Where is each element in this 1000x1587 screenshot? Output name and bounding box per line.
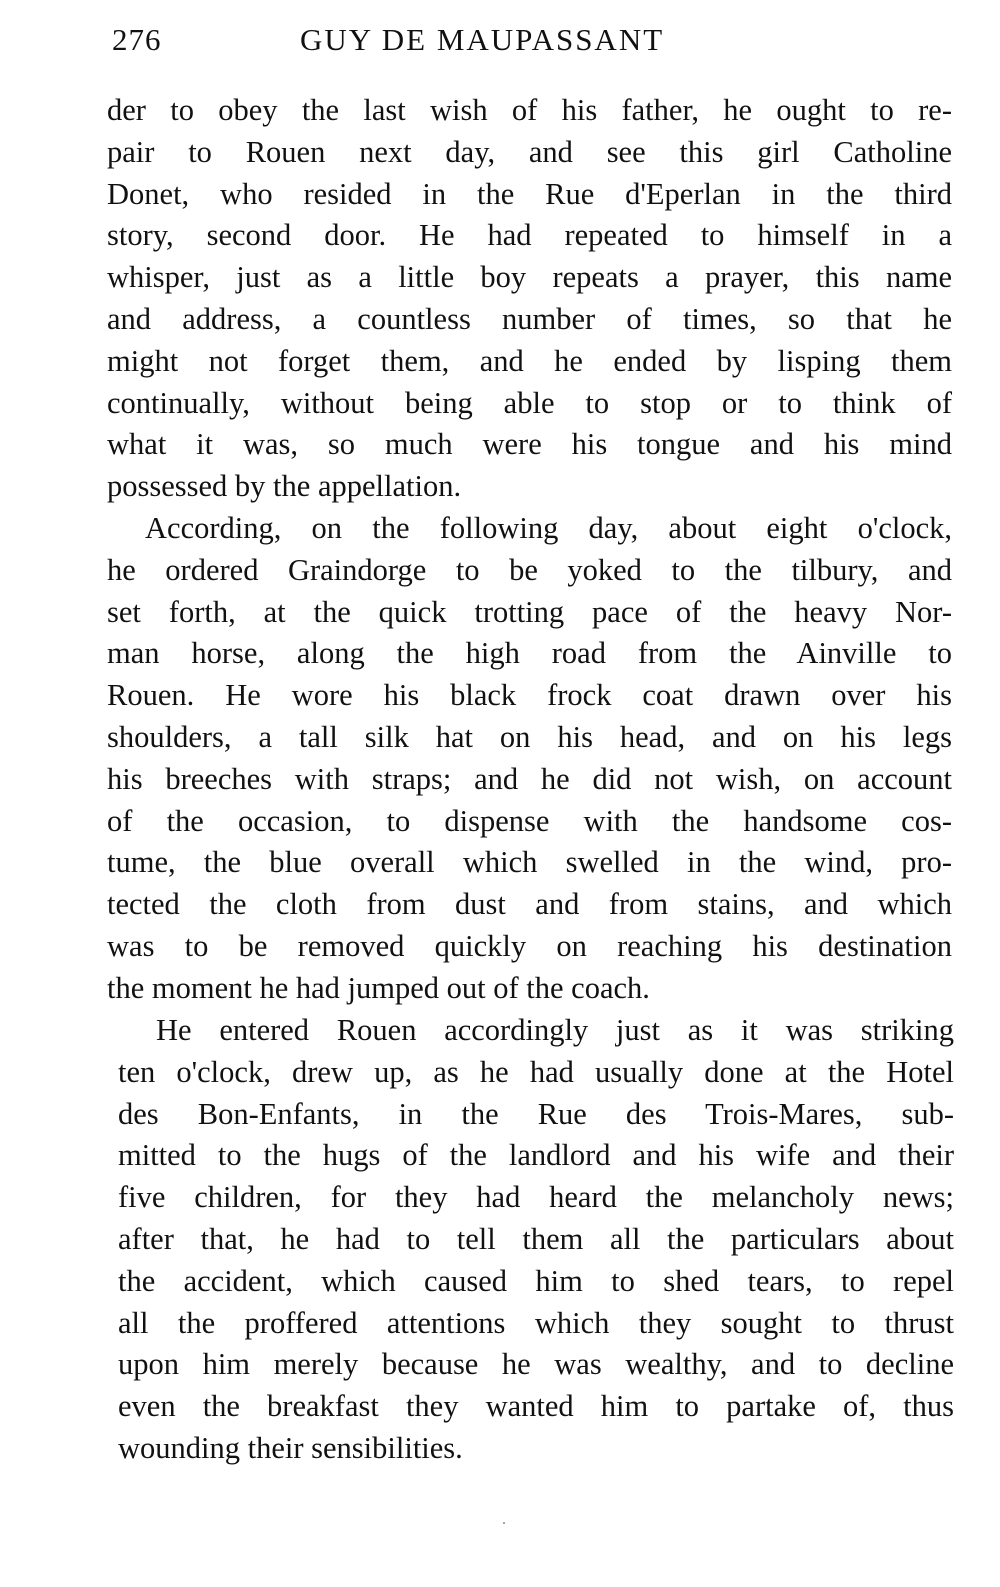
book-title: GUY DE MAUPASSANT	[300, 22, 665, 57]
text-line: whisper, just as a little boy repeats a prayer, this name	[107, 260, 952, 295]
print-speck	[503, 1522, 505, 1524]
text-line: wounding their sensibilities.	[118, 1430, 463, 1465]
text-line: ten o'clock, drew up, as he had usually done at the Hotel	[118, 1054, 954, 1089]
text-line: even the breakfast they wanted him to partake of, thus	[118, 1389, 954, 1424]
page-number: 276	[112, 22, 162, 57]
text-line: man horse, along the high road from the Ainville to	[107, 636, 952, 671]
text-line: tume, the blue overall which swelled in the wind, pro-	[107, 845, 952, 880]
text-line: what it was, so much were his tongue and his mind	[107, 427, 952, 462]
text-line: the moment he had jumped out of the coach.	[107, 970, 650, 1005]
running-head	[112, 22, 952, 72]
text-line: set forth, at the quick trotting pace of the heavy Nor-	[107, 594, 952, 629]
text-line: According, on the following day, about eight o'clock,	[145, 511, 952, 545]
text-line: and address, a countless number of times, so that he	[107, 301, 952, 336]
text-line: upon him merely because he was wealthy, and to decline	[118, 1347, 954, 1382]
paragraph-1	[107, 90, 952, 508]
text-line: was to be removed quickly on reaching his destination	[107, 928, 952, 963]
text-line: continually, without being able to stop or to think of	[107, 385, 952, 420]
text-line: mitted to the hugs of the landlord and his wife and their	[118, 1138, 954, 1173]
text-line: Donet, who resided in the Rue d'Eperlan in the third	[107, 176, 952, 211]
text-line: pair to Rouen next day, and see this girl Catholine	[107, 134, 952, 169]
paragraph-3	[118, 1010, 954, 1470]
text-line: after that, he had to tell them all the particulars about	[118, 1221, 954, 1256]
text-line: der to obey the last wish of his father, he ought to re-	[107, 93, 952, 127]
text-line: he ordered Graindorge to be yoked to the tilbury, and	[107, 552, 952, 587]
text-line: Rouen. He wore his black frock coat drawn over his	[107, 678, 952, 713]
text-line: might not forget them, and he ended by lisping them	[107, 343, 952, 378]
text-line: the accident, which caused him to shed tears, to repel	[118, 1263, 954, 1298]
text-line: of the occasion, to dispense with the handsome cos-	[107, 803, 952, 838]
text-line: five children, for they had heard the melancholy news;	[118, 1180, 954, 1215]
text-line: shoulders, a tall silk hat on his head, and on his legs	[107, 719, 952, 754]
text-line: his breeches with straps; and he did not wish, on account	[107, 761, 952, 796]
text-line: story, second door. He had repeated to himself in a	[107, 218, 952, 253]
paragraph-2	[107, 508, 952, 1010]
text-line: all the proffered attentions which they sought to thrust	[118, 1305, 954, 1340]
text-line: He entered Rouen accordingly just as it was striking	[156, 1013, 954, 1047]
text-line: possessed by the appellation.	[107, 469, 462, 504]
text-line: tected the cloth from dust and from stains, and which	[107, 887, 952, 922]
text-line: des Bon-Enfants, in the Rue des Trois-Mares, sub-	[118, 1096, 954, 1131]
